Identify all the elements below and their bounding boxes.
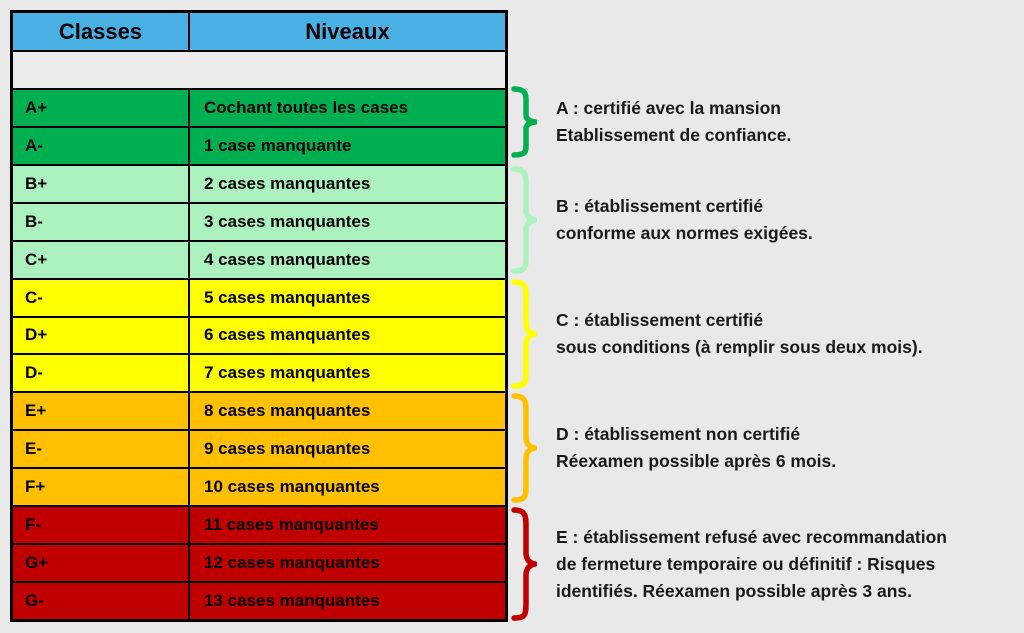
niveau-cell: 9 cases manquantes: [204, 439, 371, 459]
niveau-cell: Cochant toutes les cases: [204, 97, 409, 117]
niveau-cell: 10 cases manquantes: [204, 477, 380, 497]
annotation-group-a: [511, 86, 791, 158]
classe-cell: D+: [13, 318, 190, 354]
table-row: [13, 88, 505, 126]
table-row: [13, 505, 505, 543]
niveau-cell: 3 cases manquantes: [204, 211, 371, 231]
classe-cell: D-: [13, 355, 190, 391]
annotation-group-b: [511, 166, 813, 274]
niveau-cell: 2 cases manquantes: [204, 173, 371, 193]
table-header-row: [13, 13, 505, 50]
header-niveaux: Niveaux: [305, 18, 390, 44]
annotation-group-d: [511, 393, 836, 503]
table-row: [13, 543, 505, 581]
classe-cell: C-: [13, 280, 190, 316]
table-row: [13, 467, 505, 505]
classe-cell: F+: [13, 469, 190, 505]
classe-cell: B+: [13, 166, 190, 202]
table-row: [13, 429, 505, 467]
classe-cell: F-: [13, 507, 190, 543]
classe-cell: A+: [13, 90, 190, 126]
annotation-text: D : établissement non certifié Réexamen possible après 6 mois.: [556, 424, 837, 471]
curly-brace-icon: [511, 279, 537, 389]
classe-cell: G+: [13, 545, 190, 581]
table-row: [13, 316, 505, 354]
annotation-text: C : établissement certifié sous conditions (à remplir sous deux mois).: [556, 310, 923, 357]
annotation-text: E : établissement refusé avec recommandation de fermeture temporaire ou définitif : Risques identifiés. Réexamen possible après 3 ans.: [556, 526, 947, 601]
niveau-cell: 5 cases manquantes: [204, 287, 371, 307]
niveau-cell: 1 case manquante: [204, 135, 352, 155]
annotation-group-c: [511, 279, 923, 389]
annotation-text: A : certifié avec la mansion Etablissement de confiance.: [556, 98, 792, 145]
table-row: [13, 353, 505, 391]
table-row: [13, 202, 505, 240]
niveau-cell: 8 cases manquantes: [204, 401, 371, 421]
classe-cell: E-: [13, 431, 190, 467]
classe-cell: B-: [13, 204, 190, 240]
curly-brace-icon: [511, 393, 537, 503]
niveau-cell: 13 cases manquantes: [204, 590, 380, 610]
curly-brace-icon: [511, 507, 537, 621]
classe-cell: E+: [13, 393, 190, 429]
table-row: [13, 240, 505, 278]
niveau-cell: 7 cases manquantes: [204, 363, 371, 383]
niveau-cell: 12 cases manquantes: [204, 553, 380, 573]
table-row: [13, 164, 505, 202]
classe-cell: G-: [13, 583, 190, 619]
table-row: [13, 391, 505, 429]
table-row: [13, 581, 505, 619]
spacer-row: [13, 50, 505, 88]
niveau-cell: 4 cases manquantes: [204, 249, 371, 269]
niveau-cell: 11 cases manquantes: [204, 515, 379, 535]
niveau-cell: 6 cases manquantes: [204, 325, 371, 345]
header-classes: Classes: [13, 13, 190, 50]
annotation-group-e: [511, 507, 947, 621]
table-row: [13, 126, 505, 164]
classification-table: [10, 10, 508, 622]
classe-cell: A-: [13, 128, 190, 164]
curly-brace-icon: [511, 86, 537, 158]
curly-brace-icon: [511, 166, 537, 274]
table-row: [13, 278, 505, 316]
annotation-text: B : établissement certifié conforme aux normes exigées.: [556, 196, 813, 243]
classe-cell: C+: [13, 242, 190, 278]
